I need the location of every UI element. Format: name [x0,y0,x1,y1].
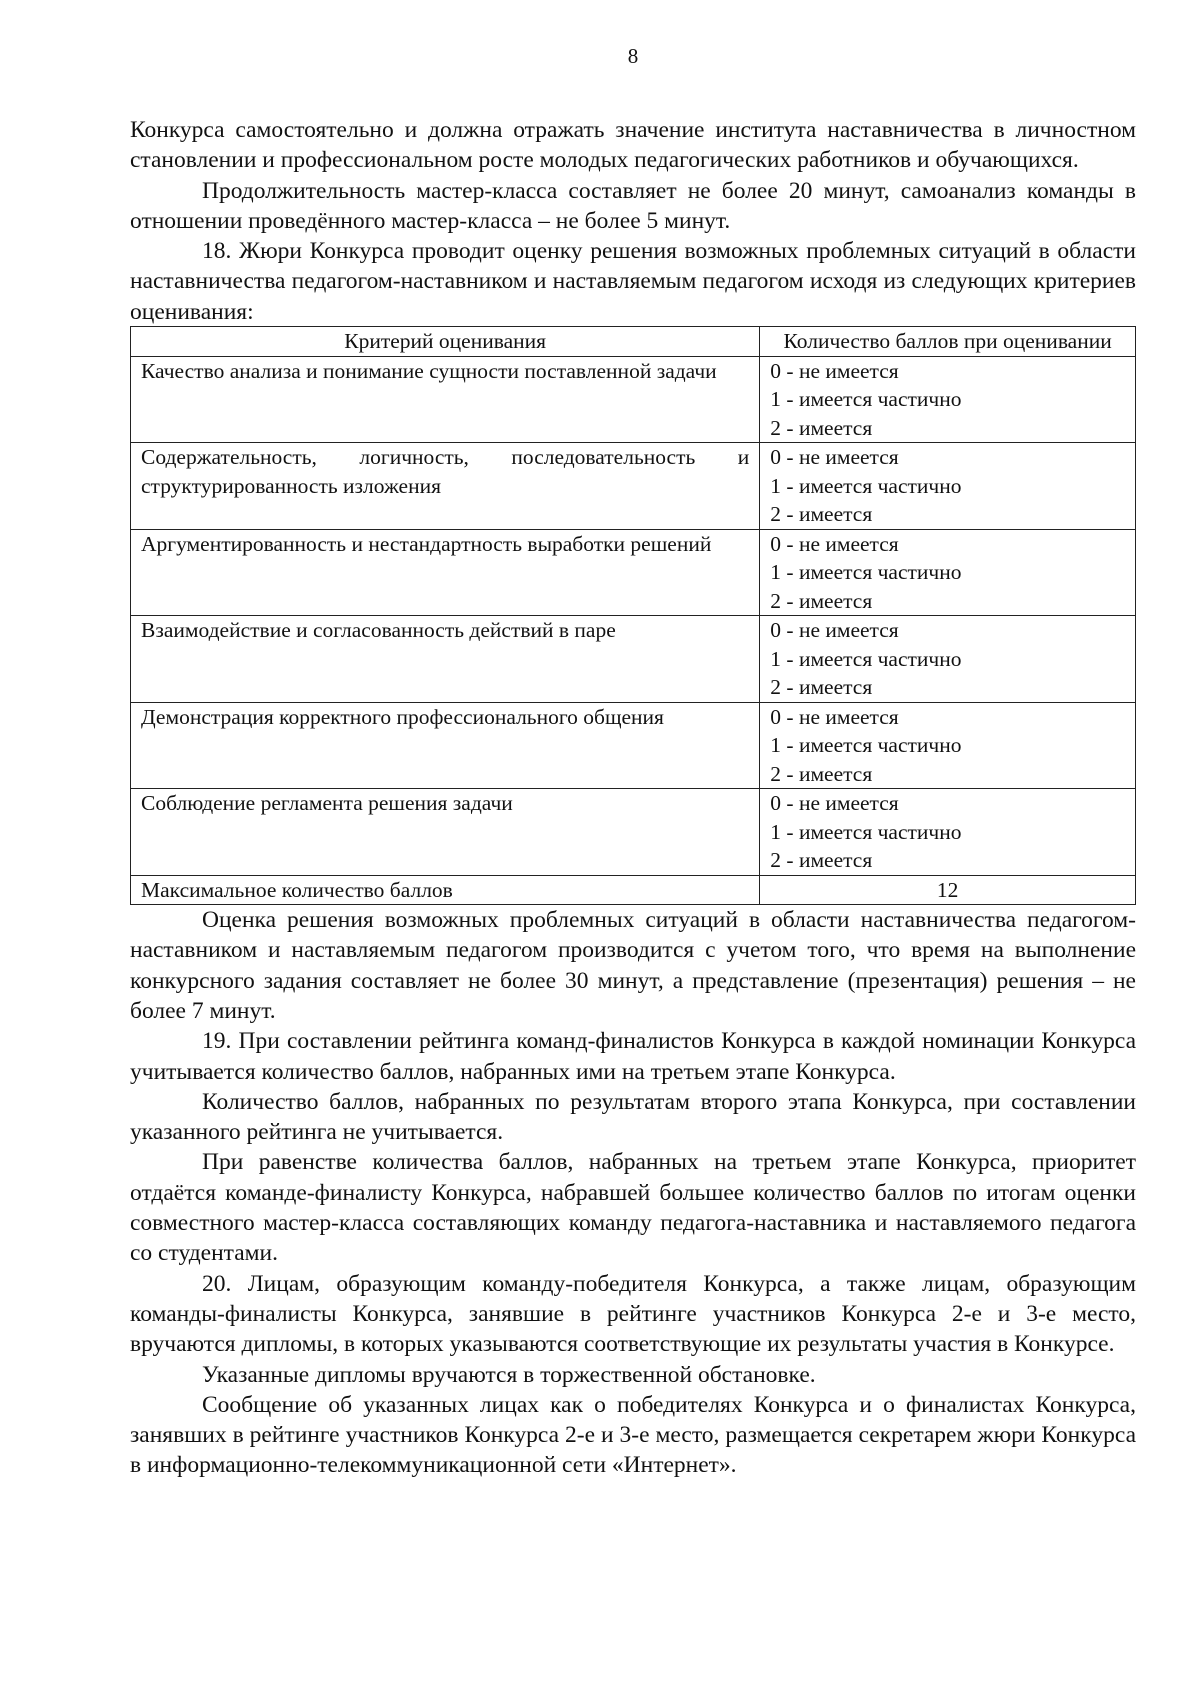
paragraph-diplomas: Указанные дипломы вручаются в торжественной обстановке. [202,1361,816,1388]
score-line: 1 - имеется частично [770,646,962,671]
score-cell [760,789,1136,876]
header-criterion: Критерий оценивания [131,327,760,357]
score-line: 2 - имеется [770,848,873,873]
criterion-cell: Содержательность, логичность, последовательность и структурированность изложения [131,443,760,530]
criteria-table [130,326,1136,905]
paragraph-announcement: Сообщение об указанных лицах как о победителях Конкурса и о финалистах Конкурса, занявших в рейтинге участников Конкурса 2-е и 3-е место, размещается секретарем жюри Конкурса в информационно-телекоммуникационной сети «Интернет». [130,1391,1136,1479]
table-row [131,789,1136,876]
total-value: 12 [760,875,1136,905]
table-row [131,529,1136,616]
criterion-cell: Качество анализа и понимание сущности поставленной задачи [131,356,760,443]
paragraph-evaluation-time: Оценка решения возможных проблемных ситуаций в области наставничества педагогом-наставником и наставляемым педагогом производится с учетом того, что время на выполнение конкурсного задания составляет не более 30 минут, а представление (презентация) решения – не более 7 минут. [130,907,1136,1024]
header-score: Количество баллов при оценивании [760,327,1136,357]
paragraph-second-stage: Количество баллов, набранных по результатам второго этапа Конкурса, при составлении указанного рейтинга не учитывается. [130,1088,1136,1146]
score-line: 0 - не имеется [770,618,899,643]
score-line: 1 - имеется частично [770,560,962,585]
score-line: 1 - имеется частично [770,473,962,498]
paragraph-clause-20: 20. Лицам, образующим команду-победителя Конкурса, а также лицам, образующим команды-финалисты Конкурса, занявшие в рейтинге участников Конкурса 2-е и 3-е место, вручаются дипломы, в которых указываются соответствующие их результаты участия в Конкурсе. [130,1270,1136,1358]
table-row [131,616,1136,703]
score-cell [760,356,1136,443]
score-cell [760,702,1136,789]
score-cell [760,616,1136,703]
score-line: 0 - не имеется [770,704,899,729]
paragraph-tie-break: При равенстве количества баллов, набранных на третьем этапе Конкурса, приоритет отдаётся команде-финалисту Конкурса, набравшей большее количество баллов по итогам оценки совместного мастер-класса составляющих команду педагога-наставника и наставляемого педагога со студентами. [130,1149,1136,1267]
total-label: Максимальное количество баллов [131,875,760,905]
score-line: 0 - не имеется [770,791,899,816]
score-cell [760,529,1136,616]
page-number: 8 [627,44,639,68]
table-total-row [131,875,1136,905]
paragraph-duration: Продолжительность мастер-класса составляет не более 20 минут, самоанализ команды в отношении проведённого мастер-класса – не более 5 минут. [130,177,1136,234]
score-line: 0 - не имеется [770,358,899,383]
score-line: 2 - имеется [770,675,873,700]
score-line: 1 - имеется частично [770,819,962,844]
criterion-cell: Демонстрация корректного профессионального общения [131,702,760,789]
criterion-cell: Соблюдение регламента решения задачи [131,789,760,876]
score-line: 1 - имеется частично [770,387,962,412]
page-content [130,115,1136,1481]
score-line: 0 - не имеется [770,445,899,470]
score-line: 2 - имеется [770,415,873,440]
score-line: 2 - имеется [770,761,873,786]
table-row [131,356,1136,443]
paragraph-clause-19: 19. При составлении рейтинга команд-финалистов Конкурса в каждой номинации Конкурса учитывается количество баллов, набранных ими на третьем этапе Конкурса. [130,1028,1136,1085]
paragraph-intro-continuation: Конкурса самостоятельно и должна отражать значение института наставничества в личностном становлении и профессиональном росте молодых педагогических работников и обучающихся. [130,117,1136,174]
criterion-cell: Взаимодействие и согласованность действий в паре [131,616,760,703]
criterion-cell: Аргументированность и нестандартность выработки решений [131,529,760,616]
score-line: 1 - имеется частично [770,733,962,758]
score-cell [760,443,1136,530]
score-line: 0 - не имеется [770,531,899,556]
paragraph-clause-18: 18. Жюри Конкурса проводит оценку решения возможных проблемных ситуаций в области наставничества педагогом-наставником и наставляемым педагогом исходя из следующих критериев оценивания: [130,238,1136,325]
table-header-row [131,327,1136,357]
score-line: 2 - имеется [770,588,873,613]
table-row [131,443,1136,530]
table-row [131,702,1136,789]
document-page [130,0,1136,1698]
score-line: 2 - имеется [770,502,873,527]
